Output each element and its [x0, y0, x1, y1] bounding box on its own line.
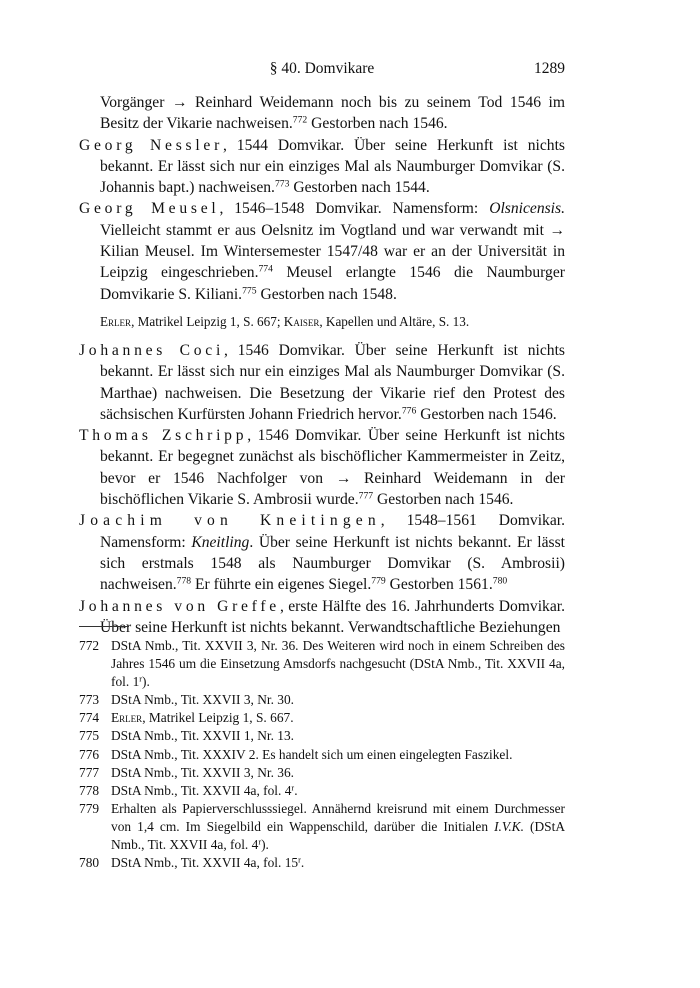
- page-number: 1289: [534, 60, 565, 77]
- entry-georg-nessler: Georg Nessler, 1544 Domvikar. Über seine Herkunft ist nichts bekannt. Er lässt sich nur ein einziges Mal als Naumburger Domvikar (S. Johannis bapt.) nachweisen.$^{773}$ Gestorben nach 1544.: [79, 136, 565, 197]
- footnote-number: 772: [79, 638, 100, 653]
- entry-continuation: Vorgänger → Reinhard Weidemann noch bis zu seinem Tod 1546 im Besitz der Vikarie nachweisen.$^{772}$ Gestorben nach 1546.: [100, 94, 565, 133]
- footnote: 772 DStA Nmb., Tit. XXVII 3, Nr. 36. Des Weiteren wird noch in einem Schreiben des Jahres 1546 um die Einsetzung Amsdorfs nachgesucht (DStA Nmb., Tit. XXVII 4a, fol. 1$^r$).: [79, 638, 565, 690]
- literature-note: Erler, Matrikel Leipzig 1, S. 667; Kaiser, Kapellen und Altäre, S. 13.: [100, 313, 470, 329]
- footnote: 779 Erhalten als Papierverschlusssiegel. Annähernd kreisrund mit einem Durchmesser von 1,4 cm. Im Siegelbild ein Wappenschild, darüber die Initialen I.V.K. (DStA Nmb., Tit. XXVII 4a, fol. 4$^r$).: [79, 800, 565, 853]
- person-name: Johannes Coci: [79, 341, 225, 359]
- cross-reference-arrow-icon: →: [549, 221, 565, 239]
- entry-johannes-von-greffe: Johannes von Greffe, erste Hälfte des 16. Jahrhunderts Domvikar. Über seine Herkunft ist nichts bekannt. Verwandtschaftliche Beziehungen: [79, 597, 565, 636]
- footnote-ref[interactable]: 772: [292, 114, 308, 126]
- footnote: 777 DStA Nmb., Tit. XXVII 3, Nr. 36.: [79, 764, 565, 782]
- footnote-ref[interactable]: 777: [358, 490, 374, 502]
- running-header: [79, 60, 565, 82]
- entry-joachim-von-kneitingen: Joachim von Kneitingen, 1548–1561 Domvikar. Namensform: Kneitling. Über seine Herkunft ist nichts bekannt. Er lässt sich erstmals 1548 als Naumburger Domvikar (S. Ambrosii) nachweisen.$^{778}$ Er führte ein eigenes Siegel.$^{779}$ Gestorben 1561.$^{780}$: [79, 512, 565, 594]
- footnote: 774 Erler, Matrikel Leipzig 1, S. 667.: [79, 709, 565, 727]
- cross-reference-arrow-icon: →: [171, 94, 188, 111]
- footnote-number: 773: [79, 692, 100, 708]
- person-name: Thomas Zschripp: [79, 427, 248, 445]
- person-name: Georg Meusel: [79, 200, 220, 218]
- footnote-number: 779: [79, 800, 100, 816]
- footnote-ref[interactable]: 776: [401, 405, 417, 417]
- footnote-number: 774: [79, 710, 100, 726]
- footnote-ref[interactable]: 780: [492, 575, 508, 587]
- footnote-ref[interactable]: 778: [176, 575, 192, 587]
- entry-johannes-coci: Johannes Coci, 1546 Domvikar. Über seine Herkunft ist nichts bekannt. Er lässt sich nur ein einziges Mal als Naumburger Domvikar (S. Marthae) nachweisen. Die Besetzung der Vikarie rief den Protest des sächsischen Kurfürsten Johann Friedrich hervor.$^{776}$ Gestorben nach 1546.: [79, 341, 565, 423]
- footnote: 780 DStA Nmb., Tit. XXVII 4a, fol. 15$^r$.: [79, 854, 565, 872]
- name-form: Kneitling: [191, 533, 250, 551]
- person-name: Georg Nessler: [79, 136, 224, 154]
- footnote-number: 775: [79, 728, 100, 744]
- entry-georg-meusel: Georg Meusel, 1546–1548 Domvikar. Namensform: Olsnicensis. Vielleicht stammt er aus Oelsnitz im Vogtland und war verwandt mit → Kilian Meusel. Im Wintersemester 1547/48 war er an der Universität in Leipzig eingeschrieben.$^{774}$ Meusel erlangte 1546 die Naumburger Domvikarie S. Kiliani.$^{775}$ Gestorben nach 1548.: [79, 200, 565, 303]
- footnote: 773 DStA Nmb., Tit. XXVII 3, Nr. 30.: [79, 691, 565, 709]
- entry-thomas-zschripp: Thomas Zschripp, 1546 Domvikar. Über seine Herkunft ist nichts bekannt. Er begegnet zunächst als bischöflicher Kammermeister in Zeitz, bevor er 1546 Nachfolger von → Reinhard Weidemann in der bischöflichen Vikarie S. Ambrosii wurde.$^{777}$ Gestorben nach 1546.: [79, 427, 565, 509]
- cross-reference-arrow-icon: →: [335, 469, 352, 487]
- footnote: 778 DStA Nmb., Tit. XXVII 4a, fol. 4$^r$.: [79, 782, 565, 800]
- footnotes: [79, 637, 565, 872]
- footnote: 776 DStA Nmb., Tit. XXXIV 2. Es handelt sich um einen eingelegten Faszikel.: [79, 746, 565, 764]
- person-name: Johannes von Greffe: [79, 597, 280, 615]
- footnote-number: 776: [79, 746, 100, 762]
- name-form: Olsnicensis.: [489, 200, 565, 218]
- footnote-number: 777: [79, 764, 100, 780]
- footnote-ref[interactable]: 775: [242, 285, 257, 297]
- person-name: Joachim von Kneitingen: [79, 512, 381, 530]
- footnote-number: 780: [79, 855, 100, 871]
- footnote-ref[interactable]: 779: [371, 575, 386, 587]
- footnote-ref[interactable]: 774: [258, 264, 273, 276]
- footnote-ref[interactable]: 773: [274, 178, 290, 190]
- footnote: 775 DStA Nmb., Tit. XXVII 1, Nr. 13.: [79, 727, 565, 745]
- footnote-number: 778: [79, 782, 100, 798]
- main-text: [79, 92, 565, 638]
- section-title: § 40. Domvikare: [269, 60, 375, 77]
- footnote-separator: [79, 626, 129, 627]
